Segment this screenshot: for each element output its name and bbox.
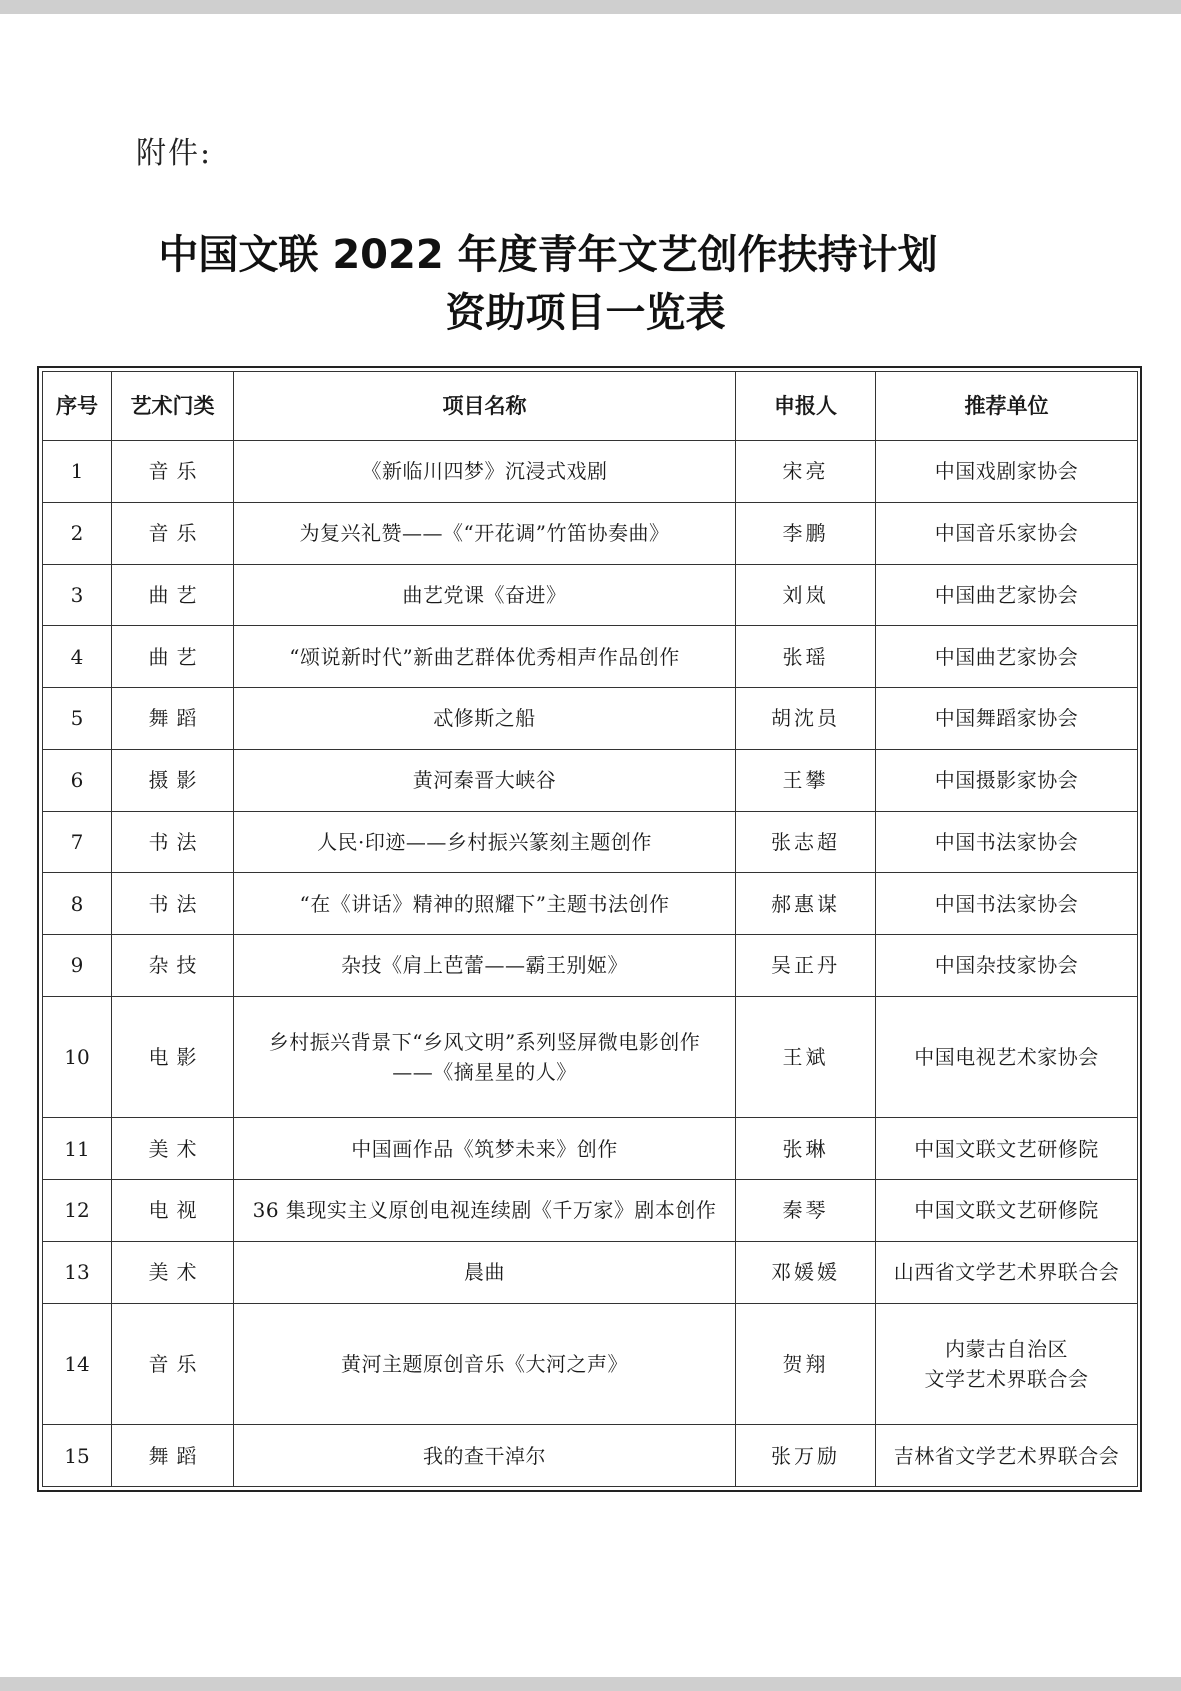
row-category: 书法 [112, 811, 234, 873]
funding-table [42, 371, 1138, 1487]
table-row [43, 873, 1138, 935]
row-number: 13 [43, 1241, 112, 1303]
row-recommending-unit-line-2: 文学艺术界联合会 [924, 1366, 1089, 1391]
row-recommending-unit: 中国文联文艺研修院 [876, 1180, 1138, 1242]
row-project-name: 黄河秦晋大峡谷 [234, 749, 736, 811]
attachment-label: 附件: [136, 136, 213, 171]
table-row [43, 564, 1138, 626]
row-category: 舞蹈 [112, 1425, 234, 1487]
row-category: 曲艺 [112, 564, 234, 626]
table-row [43, 1180, 1138, 1242]
document-title [0, 226, 1181, 342]
table-row [43, 996, 1138, 1118]
row-applicant: 王斌 [736, 996, 876, 1118]
row-number: 10 [43, 996, 112, 1118]
row-recommending-unit: 中国曲艺家协会 [876, 564, 1138, 626]
row-recommending-unit [876, 1303, 1138, 1425]
header-no: 序号 [43, 372, 112, 441]
row-category: 音乐 [112, 441, 234, 503]
row-number: 6 [43, 749, 112, 811]
table-body [43, 441, 1138, 1487]
row-recommending-unit: 中国摄影家协会 [876, 749, 1138, 811]
row-category: 音乐 [112, 502, 234, 564]
funding-table-frame [37, 366, 1142, 1492]
row-category: 书法 [112, 873, 234, 935]
row-applicant: 张万励 [736, 1425, 876, 1487]
row-applicant: 郝惠谋 [736, 873, 876, 935]
row-applicant: 王攀 [736, 749, 876, 811]
table-row [43, 1241, 1138, 1303]
row-project-name: 杂技《肩上芭蕾——霸王别姬》 [234, 935, 736, 997]
row-project-name: 我的查干淖尔 [234, 1425, 736, 1487]
header-category: 艺术门类 [112, 372, 234, 441]
row-project-name: 曲艺党课《奋进》 [234, 564, 736, 626]
row-category: 摄影 [112, 749, 234, 811]
table-header-row [43, 372, 1138, 441]
row-recommending-unit: 中国书法家协会 [876, 873, 1138, 935]
title-line-2: 资助项目一览表 [445, 290, 726, 336]
row-category: 音乐 [112, 1303, 234, 1425]
row-number: 15 [43, 1425, 112, 1487]
row-recommending-unit: 中国电视艺术家协会 [876, 996, 1138, 1118]
table-row [43, 688, 1138, 750]
table-row [43, 626, 1138, 688]
row-number: 11 [43, 1118, 112, 1180]
table-row [43, 1118, 1138, 1180]
row-number: 8 [43, 873, 112, 935]
row-category: 电影 [112, 996, 234, 1118]
row-project-name: 黄河主题原创音乐《大河之声》 [234, 1303, 736, 1425]
row-number: 9 [43, 935, 112, 997]
row-project-name: “在《讲话》精神的照耀下”主题书法创作 [234, 873, 736, 935]
row-number: 5 [43, 688, 112, 750]
row-project-name: “颂说新时代”新曲艺群体优秀相声作品创作 [234, 626, 736, 688]
row-project-name: 人民·印迹——乡村振兴篆刻主题创作 [234, 811, 736, 873]
scan-top-border [0, 0, 1181, 14]
row-number: 14 [43, 1303, 112, 1425]
table-row [43, 1303, 1138, 1425]
row-applicant: 胡沈员 [736, 688, 876, 750]
row-project-name: 晨曲 [234, 1241, 736, 1303]
row-recommending-unit: 山西省文学艺术界联合会 [876, 1241, 1138, 1303]
row-project-name: 36 集现实主义原创电视连续剧《千万家》剧本创作 [234, 1180, 736, 1242]
row-number: 4 [43, 626, 112, 688]
row-recommending-unit-line-1: 内蒙古自治区 [945, 1336, 1068, 1361]
header-unit: 推荐单位 [876, 372, 1138, 441]
row-number: 7 [43, 811, 112, 873]
row-number: 3 [43, 564, 112, 626]
row-recommending-unit: 中国戏剧家协会 [876, 441, 1138, 503]
title-line-1: 中国文联 2022 年度青年文艺创作扶持计划 [158, 232, 938, 278]
row-recommending-unit: 中国杂技家协会 [876, 935, 1138, 997]
row-project-name: 忒修斯之船 [234, 688, 736, 750]
table-row [43, 502, 1138, 564]
row-applicant: 张志超 [736, 811, 876, 873]
row-project-name: 《新临川四梦》沉浸式戏剧 [234, 441, 736, 503]
row-applicant: 张瑶 [736, 626, 876, 688]
row-number: 2 [43, 502, 112, 564]
table-row [43, 1425, 1138, 1487]
row-category: 美术 [112, 1241, 234, 1303]
table-row [43, 749, 1138, 811]
row-project-name: 为复兴礼赞——《“开花调”竹笛协奏曲》 [234, 502, 736, 564]
row-project-name-line-1: 乡村振兴背景下“乡风文明”系列竖屏微电影创作 [268, 1030, 701, 1055]
row-applicant: 吴正丹 [736, 935, 876, 997]
row-number: 12 [43, 1180, 112, 1242]
row-category: 美术 [112, 1118, 234, 1180]
row-applicant: 秦琴 [736, 1180, 876, 1242]
header-project: 项目名称 [234, 372, 736, 441]
header-applicant: 申报人 [736, 372, 876, 441]
row-category: 杂技 [112, 935, 234, 997]
row-applicant: 李鹏 [736, 502, 876, 564]
table-row [43, 441, 1138, 503]
row-recommending-unit: 中国书法家协会 [876, 811, 1138, 873]
row-category: 舞蹈 [112, 688, 234, 750]
row-number: 1 [43, 441, 112, 503]
row-recommending-unit: 吉林省文学艺术界联合会 [876, 1425, 1138, 1487]
row-applicant: 贺翔 [736, 1303, 876, 1425]
row-recommending-unit: 中国舞蹈家协会 [876, 688, 1138, 750]
row-recommending-unit: 中国音乐家协会 [876, 502, 1138, 564]
row-project-name: 中国画作品《筑梦未来》创作 [234, 1118, 736, 1180]
row-recommending-unit: 中国曲艺家协会 [876, 626, 1138, 688]
row-applicant: 宋亮 [736, 441, 876, 503]
table-row [43, 811, 1138, 873]
row-recommending-unit: 中国文联文艺研修院 [876, 1118, 1138, 1180]
table-row [43, 935, 1138, 997]
scan-bottom-border [0, 1677, 1181, 1691]
row-applicant: 邓媛媛 [736, 1241, 876, 1303]
row-category: 电视 [112, 1180, 234, 1242]
row-category: 曲艺 [112, 626, 234, 688]
row-applicant: 张琳 [736, 1118, 876, 1180]
row-applicant: 刘岚 [736, 564, 876, 626]
row-project-name [234, 996, 736, 1118]
row-project-name-line-2: ——《摘星星的人》 [392, 1060, 577, 1085]
